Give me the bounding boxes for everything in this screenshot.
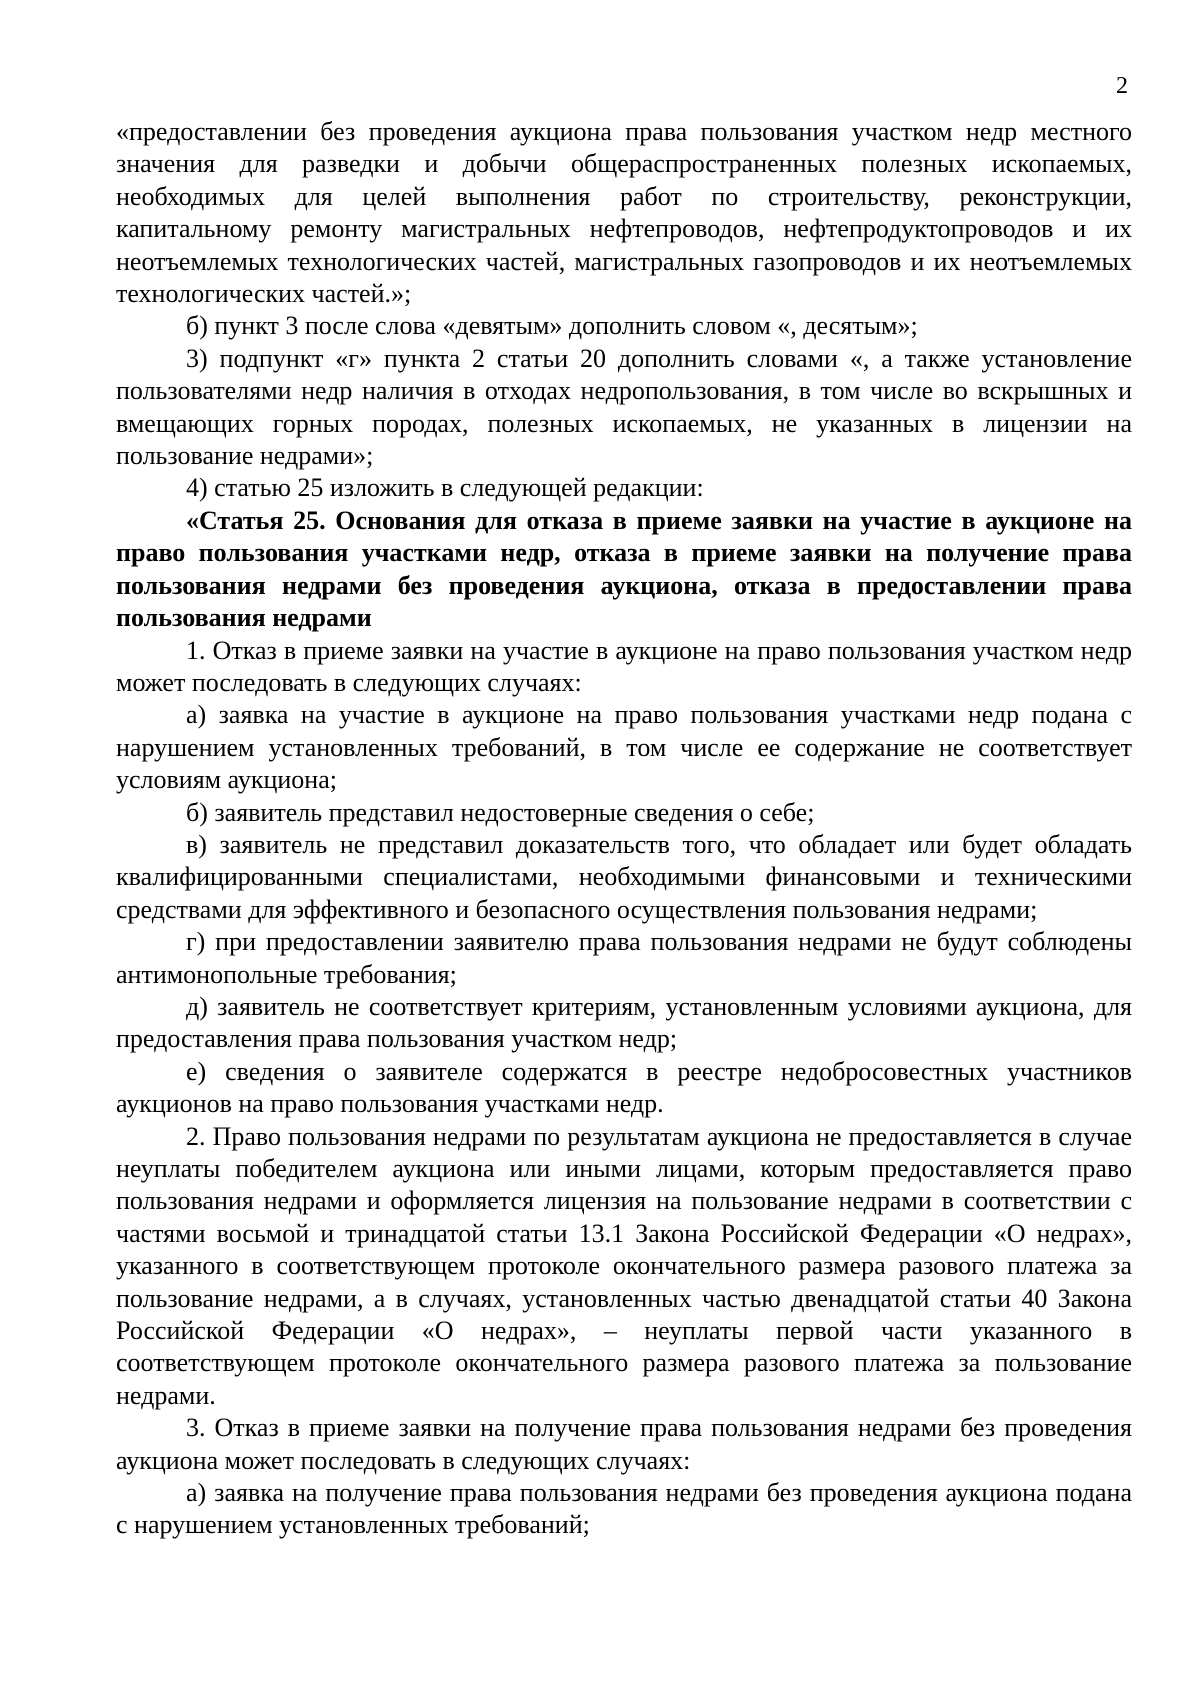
- paragraph-clause-1a: а) заявка на участие в аукционе на право пользования участками недр подана с нарушением установленных требований, в том числе ее содержание не соответствует условиям аукциона;: [116, 700, 1132, 795]
- paragraph-clause-3a: а) заявка на получение права пользования недрами без проведения аукциона подана с нарушением установленных требований;: [116, 1478, 1132, 1540]
- paragraph-clause-1g: г) при предоставлении заявителю права пользования недрами не будут соблюдены антимонопольные требования;: [116, 927, 1132, 989]
- paragraph-clause-1d: д) заявитель не соответствует критериям, установленным условиями аукциона, для предоставления права пользования участком недр;: [116, 991, 1132, 1054]
- paragraph-item-4: 4) статью 25 изложить в следующей редакции:: [186, 473, 704, 503]
- paragraph-clause-1b: б) заявитель представил недостоверные сведения о себе;: [186, 797, 815, 827]
- paragraph-clause-1e: е) сведения о заявителе содержатся в реестре недобросовестных участников аукционов на право пользования участками недр.: [116, 1056, 1132, 1119]
- paragraph-continuation: «предоставлении без проведения аукциона права пользования участком недр местного значения для разведки и добычи общераспространенных полезных ископаемых, необходимых для целей выполнения работ по строительству, реконструкции, капитальному ремонту магистральных нефтепроводов, нефтепродуктопроводов и их неотъемлемых технологических частей, магистральных газопроводов и их неотъемлемых технологических частей.»;: [116, 117, 1132, 309]
- paragraph-item-b: б) пункт 3 после слова «девятым» дополнить словом «, десятым»;: [186, 311, 918, 341]
- paragraph-item-3: 3) подпункт «г» пункта 2 статьи 20 дополнить словами «, а также установление пользователями недр наличия в отходах недропользования, в том числе во вскрышных и вмещающих горных породах, полезных ископаемых, не указанных в лицензии на пользование недрами»;: [116, 343, 1132, 471]
- paragraph-clause-1v: в) заявитель не представил доказательств того, что обладает или будет обладать квалифицированными специалистами, необходимыми финансовыми и техническими средствами для эффективного и безопасного осуществления пользования недрами;: [116, 829, 1132, 924]
- paragraph-clause-2: 2. Право пользования недрами по результатам аукциона не предоставляется в случае неуплаты победителем аукциона или иными лицами, которым предоставляется право пользования недрами и оформляется лицензия на пользование недрами в соответствии с частями восьмой и тринадцатой статьи 13.1 Закона Российской Федерации «О недрах», указанного в соответствующем протоколе окончательного размера разового платежа за пользование недрами, а в случаях, установленных частью двенадцатой статьи 40 Закона Российской Федерации «О недрах», – неуплаты первой части указанного в соответствующем протоколе окончательного размера разового платежа за пользование недрами.: [116, 1121, 1132, 1410]
- article-heading: «Статья 25. Основания для отказа в приеме заявки на участие в аукционе на право пользования участками недр, отказа в приеме заявки на получение права пользования недрами без проведения аукциона, отказа в предоставлении права пользования недрами: [116, 505, 1132, 633]
- paragraph-clause-3: 3. Отказ в приеме заявки на получение права пользования недрами без проведения аукциона может последовать в следующих случаях:: [116, 1413, 1132, 1475]
- document-body: [116, 116, 1132, 1542]
- paragraph-clause-1: 1. Отказ в приеме заявки на участие в аукционе на право пользования участком недр может последовать в следующих случаях:: [116, 635, 1132, 697]
- page-number: 2: [1116, 73, 1128, 99]
